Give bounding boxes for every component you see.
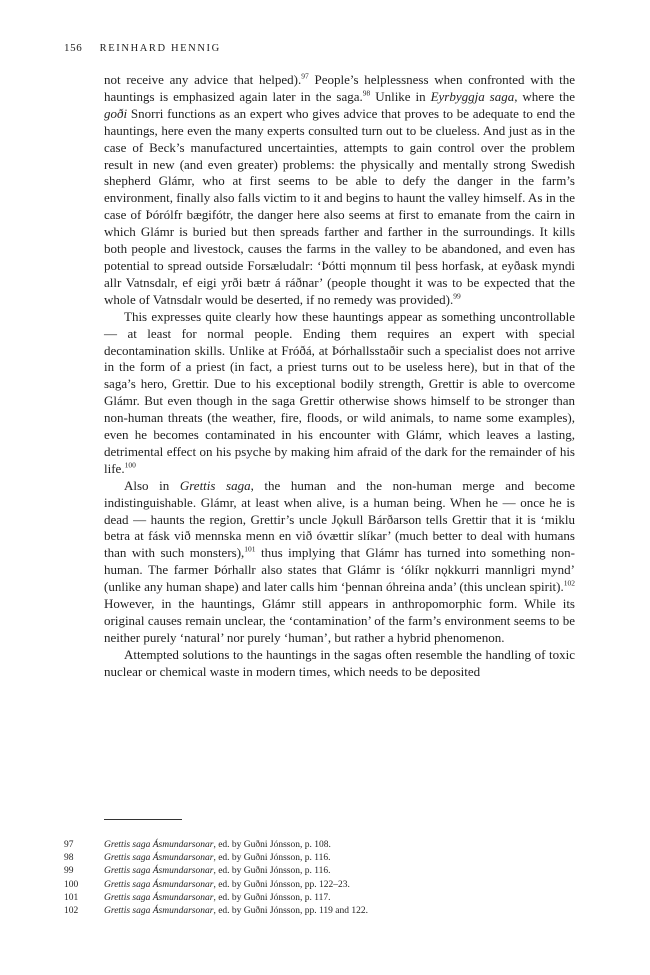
footnote-text xyxy=(104,892,575,905)
body-paragraph xyxy=(104,309,575,478)
footnote-title: Grettis saga Ásmundarsonar xyxy=(104,853,214,864)
footnote-title: Grettis saga Ásmundarsonar xyxy=(104,840,214,850)
text-run: not receive any advice that helped). xyxy=(104,72,302,87)
footnote-ref: 101 xyxy=(244,545,256,555)
footnote-title: Grettis saga Ásmundarsonar xyxy=(104,879,214,890)
body-paragraph xyxy=(104,647,575,681)
text-run: However, in the hauntings, Glámr still appears in anthropomorphic form. While its original causes remain unclear, the ‘contamination’ of the farm’s environment seems to be neither purely ‘natural’ nor purely ‘human’, but rather a hybrid phenomenon. xyxy=(104,596,575,645)
footnote-number: 101 xyxy=(64,892,79,903)
footnote-ref: 97 xyxy=(301,71,309,81)
page-number: 156 xyxy=(64,42,83,54)
footnote-text xyxy=(104,839,575,852)
footnote-number: 100 xyxy=(64,879,79,890)
footnote-citation: , ed. by Guðni Jónsson, p. 116. xyxy=(213,853,331,864)
footnote-ref: 99 xyxy=(453,291,461,301)
body-paragraph xyxy=(104,72,575,309)
text-run: Also in xyxy=(124,477,180,493)
footnote xyxy=(64,839,575,852)
footnote-text xyxy=(104,879,575,892)
footnotes xyxy=(64,839,575,918)
footnote-divider xyxy=(104,819,182,820)
footnote-citation: , ed. by Guðni Jónsson, p. 117. xyxy=(213,892,331,903)
footnote-text xyxy=(104,852,575,865)
footnote xyxy=(64,865,575,878)
footnote xyxy=(64,879,575,892)
footnote-citation: , ed. by Guðni Jónsson, p. 116. xyxy=(213,866,331,877)
body-paragraph xyxy=(104,478,575,647)
footnote-citation: , ed. by Guðni Jónsson, pp. 119 and 122. xyxy=(213,906,368,917)
running-head xyxy=(64,42,221,54)
italic-text: goði xyxy=(104,105,128,121)
text-run: Unlike in xyxy=(370,88,431,104)
text-run: , the human and the non-human merge and become indistinguishable. Glámr, at least when alive, is a human being. When he — once he is dead — haunts the region, Grettir’s uncle Jǫkull Bárðarson tells Grettir that it is ‘miklu betra at fásk við mennska menn en við óvættir slíkar’ (much better to deal with humans than with such monsters), xyxy=(104,477,575,561)
text-run: Snorri functions as an expert who gives advice that proves to be adequate to end the hauntings, here even the many experts consulted turn out to be clueless. And just as in the case of Beck’s manufactured uncertainties, attempts to gain control over the problem result in new (and even greater) problems: the physically and mentally strong Swedish shepherd Glámr, who at first seems to be able to defy the danger in the farm’s environment, finally also falls victim to it and begins to haunt the valley himself. As in the case of Þórólfr bægifótr, the danger here also seems at first to emanate from the cairn in which Glámr is buried but then spreads farther and farther in the surroundings. It kills both people and livestock, causes the farms in the valley to be abandoned, and even has potential to spread outside Forsæludalr: ‘Þótti mǫnnum til þess horfask, at eyðask myndi allr Vatnsdalr, ef eigi yrði bætr á ráðnar’ (people thought it was to be expected that the whole of Vatnsdalr would be deserted, if no remedy was provided). xyxy=(104,105,575,307)
text-run: Attempted solutions to the hauntings in the sagas often resemble the handling of toxic nuclear or chemical waste in modern times, which needs to be deposited xyxy=(104,646,575,679)
text-run: People’s helplessness when confronted with the hauntings is emphasized again later in the saga. xyxy=(104,72,575,104)
text-run: This expresses quite clearly how these hauntings appear as something uncontrollable — at least for normal people. Ending them requires an expert with special decontamination skills. Unlike at Fróðá, at Þórhallsstaðir such a specialist does not arrive in the form of a priest (in fact, a priest turns out to be useless here), but in that of the saga’s hero, Grettir. Due to his exceptional bodily strength, Grettir is able to overcome Glámr. But even though in the saga Grettir otherwise shows himself to be stronger than non-human threats (the weather, fire, floods, or wild animals, to name some examples), even he becomes contaminated in his encounter with Glámr, which leaves a lasting, detrimental effect on his psyche by making him afraid of the dark for the remainder of his life. xyxy=(104,308,575,476)
text-run: , where the xyxy=(514,88,575,104)
footnote-number: 99 xyxy=(64,866,74,877)
text-run: thus implying that Glámr has turned into something non-human. The farmer Þórhallr also states that Glámr is ‘ólíkr nǫkkurri mannligri mynd’ (unlike any human shape) and later calls him ‘þennan óhreina anda’ (this unclean spirit). xyxy=(104,545,575,595)
footnote-ref: 102 xyxy=(563,578,575,588)
author-name: REINHARD HENNIG xyxy=(99,43,221,54)
body-text xyxy=(104,72,575,681)
footnote-number: 98 xyxy=(64,853,74,864)
footnote-number: 97 xyxy=(64,840,74,850)
footnote-text xyxy=(104,865,575,878)
italic-text: Grettis saga xyxy=(179,477,251,493)
italic-text: Eyrbyggja saga xyxy=(430,88,515,104)
footnote xyxy=(64,905,575,918)
footnote-title: Grettis saga Ásmundarsonar xyxy=(104,866,214,877)
footnote-text xyxy=(104,905,575,918)
footnote-title: Grettis saga Ásmundarsonar xyxy=(104,906,214,917)
footnote-citation: , ed. by Guðni Jónsson, pp. 122–23. xyxy=(213,879,350,890)
footnote-title: Grettis saga Ásmundarsonar xyxy=(104,892,214,903)
footnote-ref: 100 xyxy=(124,460,136,470)
footnote xyxy=(64,852,575,865)
footnote xyxy=(64,892,575,905)
footnote-citation: , ed. by Guðni Jónsson, p. 108. xyxy=(213,840,331,850)
footnote-ref: 98 xyxy=(362,88,371,98)
footnote-number: 102 xyxy=(64,906,79,917)
